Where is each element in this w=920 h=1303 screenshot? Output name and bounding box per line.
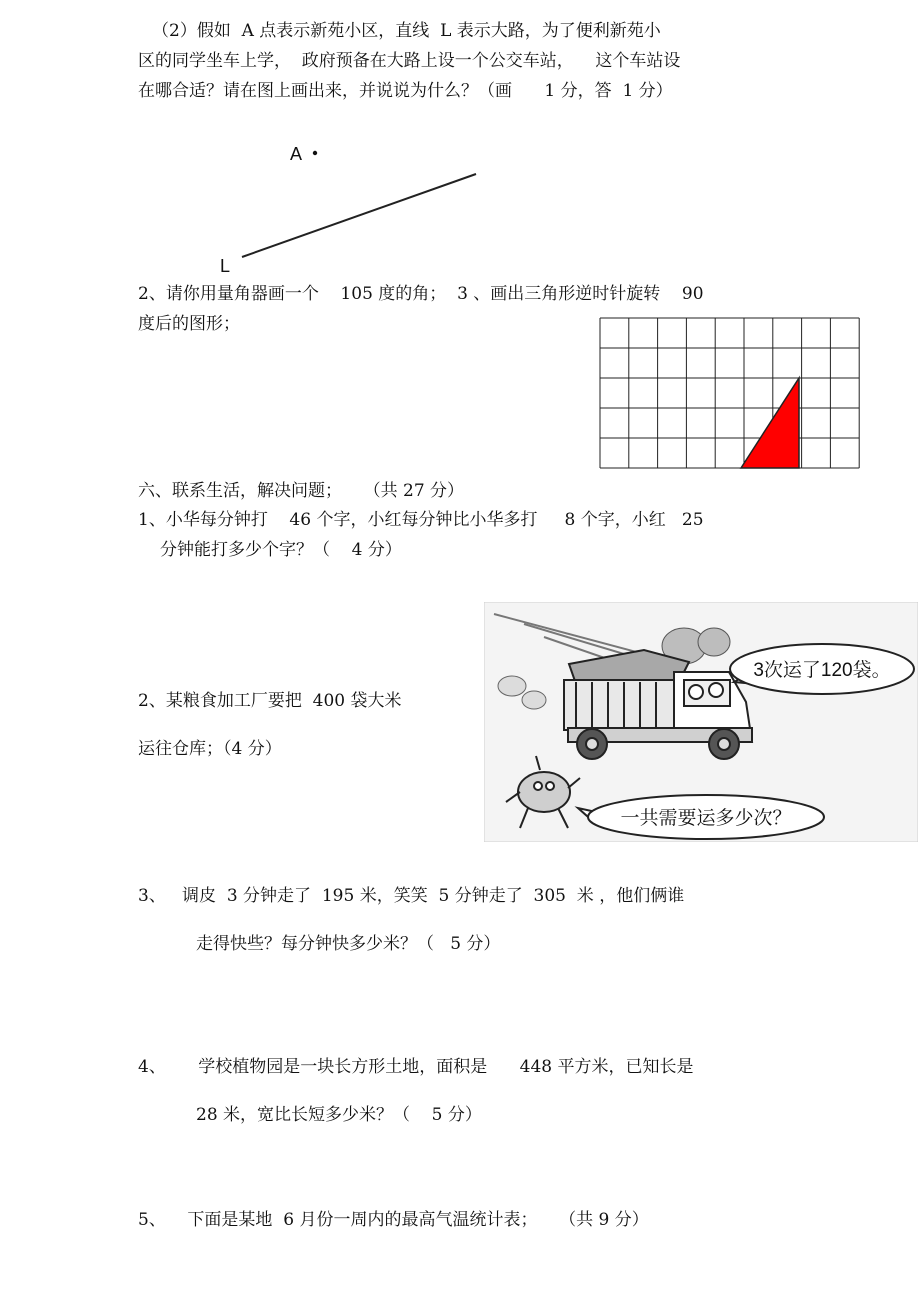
bubble-1-text: 3次运了120袋。 — [753, 660, 891, 681]
angle-question-line-1: 2、请你用量角器画一个 105 度的角； 3 、画出三角形逆时针旋转 90 — [138, 284, 704, 304]
road-diagram — [210, 135, 510, 280]
problem-2-line-1: 2、某粮食加工厂要把 400 袋大米 — [138, 691, 402, 711]
red-triangle — [741, 378, 799, 468]
speech-bubble-1 — [730, 644, 914, 694]
angle-question-line-2: 度后的图形； — [138, 314, 240, 334]
problem-3-line-2: 走得快些？每分钟快多少米？（ 5 分） — [196, 934, 501, 954]
problem-1-line-1: 1、小华每分钟打 46 个字，小红每分钟比小华多打 8 个字，小红 25 — [138, 510, 704, 530]
problem-1-line-2: 分钟能打多少个字？（ 4 分） — [160, 540, 402, 560]
grid-lines — [600, 318, 859, 468]
bubble-2-text: 一共需要运多少次？ — [620, 808, 792, 829]
q2-line-2: 区的同学坐车上学， 政府预备在大路上设一个公交车站， 这个车站设 — [138, 51, 681, 71]
problem-3-line-1: 3、 调皮 3 分钟走了 195 米，笑笑 5 分钟走了 305 米 ，他们俩谁 — [138, 886, 685, 906]
problem-4-line-2: 28 米，宽比长短多少米？（ 5 分） — [196, 1105, 482, 1125]
truck-cartoon — [484, 602, 918, 842]
point-a-label: A — [290, 144, 303, 164]
q2-line-1: （2）假如 A 点表示新苑小区，直线 L 表示大路，为了便利新苑小 — [152, 21, 661, 41]
road-line-l — [242, 174, 476, 257]
problem-4-line-1: 4、 学校植物园是一块长方形土地，面积是 448 平方米，已知长是 — [138, 1057, 694, 1077]
point-a-dot — [313, 151, 317, 155]
section-6-heading: 六、联系生活，解决问题； （共 27 分） — [138, 481, 465, 501]
problem-2-line-2: 运往仓库；（4 分） — [138, 739, 282, 759]
q2-line-3: 在哪合适？请在图上画出来，并说说为什么？（画 1 分，答 1 分） — [138, 81, 673, 101]
rotation-grid — [599, 317, 861, 471]
problem-5-line-1: 5、 下面是某地 6 月份一周内的最高气温统计表； （共 9 分） — [138, 1210, 649, 1230]
line-l-label: L — [220, 256, 231, 276]
